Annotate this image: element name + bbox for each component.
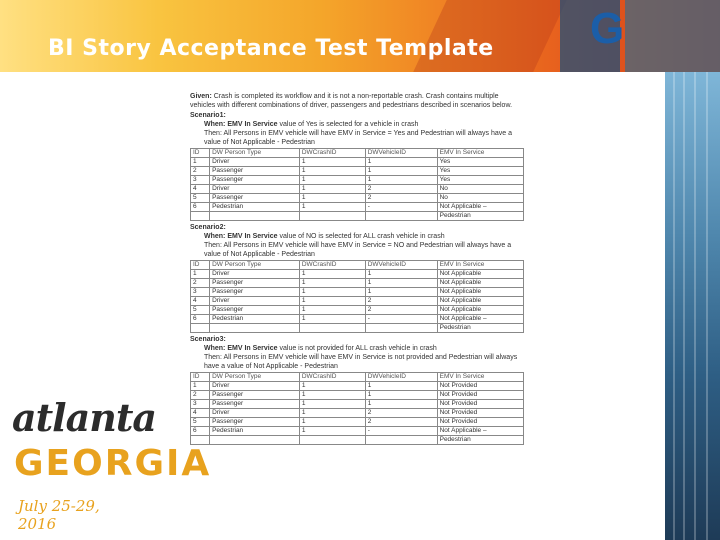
table-cell: Driver	[210, 382, 300, 391]
table-cell: 1	[191, 270, 210, 279]
table-cell: Not Applicable	[437, 270, 523, 279]
table-cell: Passenger	[210, 167, 300, 176]
table-cell: 2	[365, 185, 437, 194]
table-cell: 1	[365, 288, 437, 297]
table-cell	[299, 436, 365, 445]
when-text: value of NO is selected for ALL crash vehicle in crash	[279, 233, 445, 240]
table-header-cell: DWVehicleID	[365, 149, 437, 158]
scenario-block	[190, 111, 525, 221]
table-row	[191, 436, 524, 445]
slide-title: BI Story Acceptance Test Template	[48, 36, 494, 61]
table-cell: 2	[365, 409, 437, 418]
table-header-cell: DWCrashID	[299, 373, 365, 382]
table-cell: 5	[191, 306, 210, 315]
table-header-cell: ID	[191, 261, 210, 270]
table-cell: Not Provided	[437, 391, 523, 400]
table-cell	[191, 436, 210, 445]
table-header-cell: DW Person Type	[210, 261, 300, 270]
table-cell: 2	[365, 297, 437, 306]
scenario-then: Then: All Persons in EMV vehicle will have EMV in Service is not provided and Pedestrian will always have a value of Not Applicable - Pedestrian	[204, 354, 518, 370]
table-row	[191, 427, 524, 436]
table-header-cell: EMV In Service	[437, 373, 523, 382]
table-cell: Pedestrian	[437, 212, 523, 221]
city-photo-strip	[665, 72, 720, 540]
table-row	[191, 185, 524, 194]
table-cell: 1	[299, 158, 365, 167]
table-cell	[365, 436, 437, 445]
table-cell: -	[365, 427, 437, 436]
table-cell: Not Applicable	[437, 288, 523, 297]
when-label: When:	[204, 345, 226, 352]
table-cell: Passenger	[210, 194, 300, 203]
table-cell: 4	[191, 185, 210, 194]
table-cell	[365, 212, 437, 221]
when-field: EMV In Service	[227, 233, 278, 240]
table-row	[191, 158, 524, 167]
table-cell: Passenger	[210, 306, 300, 315]
table-cell: 2	[191, 167, 210, 176]
table-cell: 1	[299, 306, 365, 315]
table-cell: 1	[299, 203, 365, 212]
atlanta-georgia-logo	[8, 395, 212, 535]
table-cell: 6	[191, 203, 210, 212]
table-header-cell: EMV In Service	[437, 261, 523, 270]
logo-atlanta: atlanta	[12, 395, 157, 440]
table-row	[191, 400, 524, 409]
table-row	[191, 270, 524, 279]
table-header-row	[191, 373, 524, 382]
table-cell: 4	[191, 409, 210, 418]
embedded-document	[190, 92, 525, 447]
table-cell: 3	[191, 176, 210, 185]
banner-decoration	[625, 0, 720, 72]
scenario-then: Then: All Persons in EMV vehicle will have EMV in Service = NO and Pedestrian will always have a value of Not Applicable - Pedestrian	[204, 242, 512, 258]
given-label: Given:	[190, 93, 212, 100]
table-cell: 1	[365, 270, 437, 279]
table-cell: Passenger	[210, 418, 300, 427]
scenario-table	[190, 148, 524, 221]
table-cell: Passenger	[210, 400, 300, 409]
when-field: EMV In Service	[227, 121, 278, 128]
table-header-cell: DW Person Type	[210, 149, 300, 158]
table-cell: Not Applicable –	[437, 427, 523, 436]
table-cell	[210, 324, 300, 333]
table-cell: Pedestrian	[437, 436, 523, 445]
table-cell	[365, 324, 437, 333]
table-cell: Not Provided	[437, 418, 523, 427]
table-row	[191, 418, 524, 427]
table-cell: 1	[299, 185, 365, 194]
table-cell: Not Provided	[437, 382, 523, 391]
scenario-when	[190, 232, 525, 241]
table-cell: 1	[299, 176, 365, 185]
scenario-label: Scenario3:	[190, 336, 226, 343]
table-cell: 2	[365, 418, 437, 427]
table-row	[191, 167, 524, 176]
table-cell: 4	[191, 297, 210, 306]
table-cell: 1	[299, 400, 365, 409]
table-cell: Not Applicable	[437, 306, 523, 315]
scenario-table	[190, 260, 524, 333]
table-cell: Not Applicable	[437, 279, 523, 288]
table-cell: 1	[365, 391, 437, 400]
table-cell	[210, 212, 300, 221]
table-cell: 1	[365, 176, 437, 185]
scenario-when	[190, 344, 525, 353]
table-cell	[299, 324, 365, 333]
table-cell: 1	[365, 158, 437, 167]
table-cell: 1	[299, 391, 365, 400]
table-row	[191, 382, 524, 391]
table-cell: Yes	[437, 176, 523, 185]
table-row	[191, 324, 524, 333]
when-field: EMV In Service	[227, 345, 278, 352]
table-cell: Driver	[210, 409, 300, 418]
given-text: Crash is completed its workflow and it is not a non-reportable crash. Crash contains multiple vehicles with different combinations of driver, passengers and pedestrians described in scenarios below.	[190, 93, 513, 109]
table-cell: 1	[299, 315, 365, 324]
table-cell: 6	[191, 315, 210, 324]
table-header-cell: DWCrashID	[299, 261, 365, 270]
given-paragraph	[190, 92, 525, 110]
table-cell: Not Applicable –	[437, 203, 523, 212]
table-cell: Pedestrian	[210, 427, 300, 436]
table-cell: 1	[365, 167, 437, 176]
table-cell: 1	[299, 288, 365, 297]
table-cell: Not Provided	[437, 400, 523, 409]
table-cell: 1	[299, 427, 365, 436]
logo-date: July 25-29, 2016	[18, 497, 100, 533]
table-cell: Not Applicable	[437, 297, 523, 306]
table-cell: 5	[191, 418, 210, 427]
table-cell: 1	[299, 279, 365, 288]
table-cell: 6	[191, 427, 210, 436]
scenario-label: Scenario2:	[190, 224, 226, 231]
table-header-row	[191, 261, 524, 270]
table-cell: Driver	[210, 185, 300, 194]
table-cell: No	[437, 185, 523, 194]
table-cell: 1	[299, 297, 365, 306]
table-cell: Driver	[210, 297, 300, 306]
table-cell: Passenger	[210, 288, 300, 297]
table-row	[191, 203, 524, 212]
table-cell: 1	[191, 158, 210, 167]
table-cell: Not Provided	[437, 409, 523, 418]
table-cell	[191, 212, 210, 221]
table-cell: 1	[365, 400, 437, 409]
table-cell	[299, 212, 365, 221]
table-cell: 5	[191, 194, 210, 203]
table-cell: 3	[191, 288, 210, 297]
when-text: value is not provided for ALL crash vehicle in crash	[279, 345, 437, 352]
table-row	[191, 409, 524, 418]
table-cell: Yes	[437, 158, 523, 167]
table-cell: 1	[365, 382, 437, 391]
when-label: When:	[204, 121, 226, 128]
table-cell: 3	[191, 400, 210, 409]
table-header-cell: EMV In Service	[437, 149, 523, 158]
when-text: value of Yes is selected for a vehicle in crash	[279, 121, 419, 128]
table-header-cell: ID	[191, 149, 210, 158]
scenario-label: Scenario1:	[190, 112, 226, 119]
table-cell: Yes	[437, 167, 523, 176]
table-cell: Driver	[210, 158, 300, 167]
table-cell: 1	[299, 194, 365, 203]
table-cell: No	[437, 194, 523, 203]
table-cell	[191, 324, 210, 333]
table-cell: 2	[191, 279, 210, 288]
table-cell: 1	[299, 409, 365, 418]
scenario-when	[190, 120, 525, 129]
table-row	[191, 306, 524, 315]
table-cell: 2	[365, 194, 437, 203]
table-header-cell: DWCrashID	[299, 149, 365, 158]
table-cell: 1	[299, 270, 365, 279]
table-cell: 2	[191, 391, 210, 400]
table-cell: Pedestrian	[210, 315, 300, 324]
table-cell: 1	[299, 418, 365, 427]
table-cell: Passenger	[210, 279, 300, 288]
table-cell: Pedestrian	[210, 203, 300, 212]
table-row	[191, 176, 524, 185]
table-row	[191, 391, 524, 400]
table-cell: Pedestrian	[437, 324, 523, 333]
banner-letter: G	[590, 4, 625, 53]
table-cell: Passenger	[210, 176, 300, 185]
table-cell	[210, 436, 300, 445]
table-header-cell: DW Person Type	[210, 373, 300, 382]
scenario-table	[190, 372, 524, 445]
table-cell: Passenger	[210, 391, 300, 400]
table-cell: 2	[365, 306, 437, 315]
table-row	[191, 212, 524, 221]
when-label: When:	[204, 233, 226, 240]
scenario-block	[190, 335, 525, 445]
table-row	[191, 279, 524, 288]
table-row	[191, 297, 524, 306]
table-cell: 1	[299, 167, 365, 176]
title-banner	[0, 0, 720, 72]
table-cell: 1	[365, 279, 437, 288]
table-cell: 1	[299, 382, 365, 391]
table-header-cell: DWVehicleID	[365, 373, 437, 382]
table-cell: -	[365, 203, 437, 212]
table-header-cell: DWVehicleID	[365, 261, 437, 270]
table-cell: Driver	[210, 270, 300, 279]
table-header-cell: ID	[191, 373, 210, 382]
table-header-row	[191, 149, 524, 158]
table-cell: -	[365, 315, 437, 324]
scenario-then: Then: All Persons in EMV vehicle will have EMV in Service = Yes and Pedestrian will always have a value of Not Applicable - Pedestrian	[204, 130, 512, 146]
logo-georgia: GEORGIA	[14, 443, 212, 484]
table-cell: 1	[191, 382, 210, 391]
table-row	[191, 194, 524, 203]
table-row	[191, 288, 524, 297]
table-cell: Not Applicable –	[437, 315, 523, 324]
table-row	[191, 315, 524, 324]
scenario-block	[190, 223, 525, 333]
